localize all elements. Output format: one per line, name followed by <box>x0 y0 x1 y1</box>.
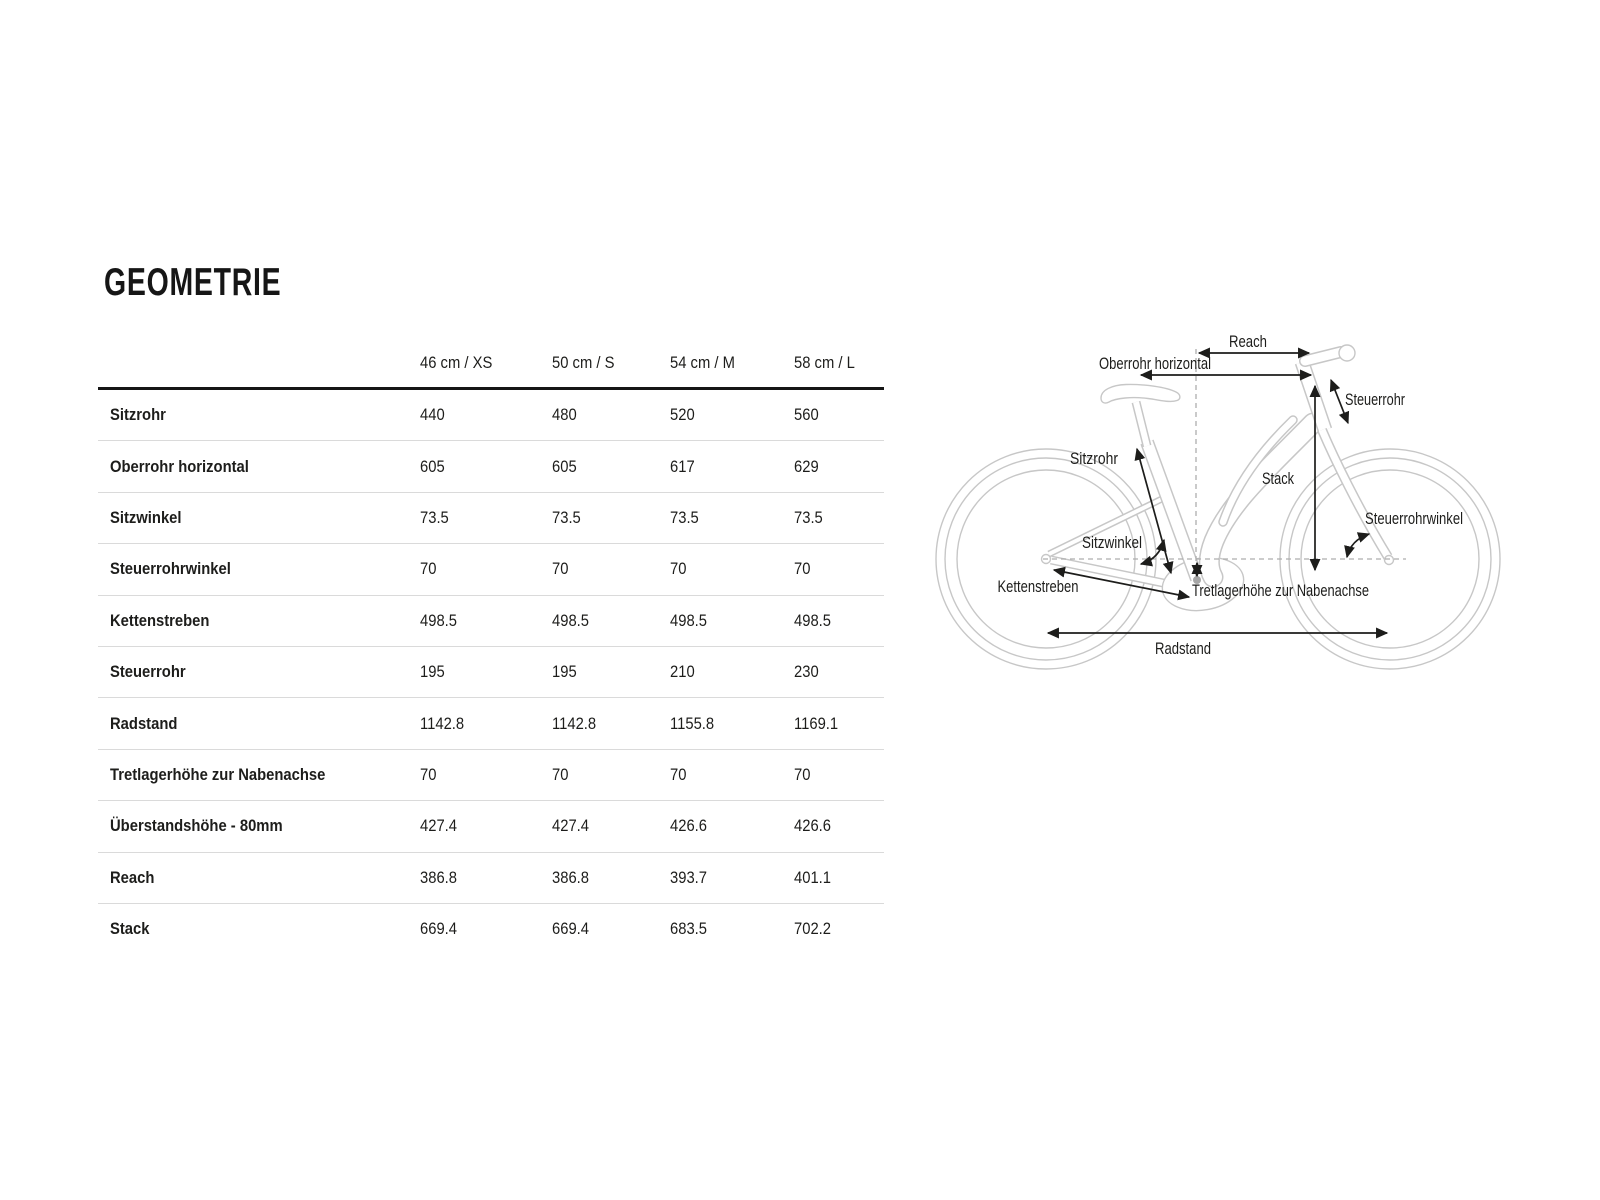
sitzwinkel-arc <box>1141 540 1164 564</box>
row-value: 393.7 <box>670 867 708 887</box>
row-label: Reach <box>110 867 155 887</box>
row-value: 702.2 <box>794 919 832 939</box>
header-size-m: 54 cm / M <box>670 352 735 372</box>
row-value: 669.4 <box>420 919 458 939</box>
row-label: Radstand <box>110 713 178 733</box>
row-value: 427.4 <box>552 816 590 836</box>
row-value: 1169.1 <box>794 713 839 733</box>
row-value: 401.1 <box>794 867 832 887</box>
table-row <box>98 647 884 698</box>
tretlager-label: Tretlagerhöhe zur Nabenachse <box>1192 582 1369 600</box>
page-title: GEOMETRIE <box>104 261 282 304</box>
table-row <box>98 441 884 492</box>
row-value: 1155.8 <box>670 713 715 733</box>
table-row <box>98 596 884 647</box>
row-value: 520 <box>670 405 695 425</box>
bike-drawing <box>936 345 1500 669</box>
row-label: Überstandshöhe - 80mm <box>110 816 283 836</box>
row-label: Tretlagerhöhe zur Nabenachse <box>110 764 326 784</box>
row-value: 73.5 <box>420 507 449 527</box>
row-value: 440 <box>420 405 445 425</box>
row-label: Sitzrohr <box>110 405 166 425</box>
row-value: 230 <box>794 662 819 682</box>
row-value: 70 <box>552 764 569 784</box>
row-value: 73.5 <box>552 507 581 527</box>
steuerrohrwinkel-label: Steuerrohrwinkel <box>1365 510 1463 528</box>
table-header-row <box>98 338 884 390</box>
reach-label: Reach <box>1229 333 1267 351</box>
row-value: 73.5 <box>794 507 823 527</box>
row-value: 386.8 <box>420 867 458 887</box>
row-value: 605 <box>420 456 445 476</box>
table-row <box>98 801 884 852</box>
row-label: Sitzwinkel <box>110 507 182 527</box>
sitzwinkel-label: Sitzwinkel <box>1082 534 1142 552</box>
row-value: 195 <box>420 662 445 682</box>
radstand-label: Radstand <box>1155 640 1211 658</box>
row-label: Oberrohr horizontal <box>110 456 249 476</box>
row-value: 498.5 <box>420 610 458 630</box>
steuerrohr-label: Steuerrohr <box>1345 391 1406 409</box>
row-value: 70 <box>794 559 811 579</box>
row-value: 426.6 <box>794 816 832 836</box>
kettenstreben-label: Kettenstreben <box>997 578 1079 596</box>
row-value: 386.8 <box>552 867 590 887</box>
row-value: 70 <box>420 764 437 784</box>
header-size-xs: 46 cm / XS <box>420 352 493 372</box>
row-value: 426.6 <box>670 816 708 836</box>
row-label: Steuerrohr <box>110 662 186 682</box>
row-value: 683.5 <box>670 919 708 939</box>
row-value: 605 <box>552 456 577 476</box>
row-value: 560 <box>794 405 819 425</box>
row-value: 617 <box>670 456 695 476</box>
row-value: 498.5 <box>670 610 708 630</box>
header-size-l: 58 cm / L <box>794 352 855 372</box>
geometry-table <box>98 338 884 954</box>
table-row <box>98 750 884 801</box>
table-row <box>98 544 884 595</box>
row-value: 210 <box>670 662 695 682</box>
table-row <box>98 390 884 441</box>
table-body <box>98 390 884 954</box>
row-value: 73.5 <box>670 507 699 527</box>
row-value: 70 <box>552 559 569 579</box>
oberrohr-label: Oberrohr horizontal <box>1099 355 1211 373</box>
row-label: Kettenstreben <box>110 610 210 630</box>
row-value: 629 <box>794 456 819 476</box>
header-size-s: 50 cm / S <box>552 352 615 372</box>
row-value: 70 <box>670 559 687 579</box>
row-value: 70 <box>420 559 437 579</box>
row-value: 70 <box>670 764 687 784</box>
handlebar-icon <box>1305 345 1355 361</box>
row-value: 427.4 <box>420 816 458 836</box>
row-value: 480 <box>552 405 577 425</box>
row-value: 1142.8 <box>420 713 465 733</box>
row-value: 498.5 <box>794 610 832 630</box>
row-value: 70 <box>794 764 811 784</box>
row-value: 195 <box>552 662 577 682</box>
front-axle-icon <box>1385 556 1394 565</box>
row-value: 1142.8 <box>552 713 597 733</box>
saddle-icon <box>1101 384 1180 403</box>
sitzrohr-label: Sitzrohr <box>1070 450 1119 468</box>
table-row <box>98 493 884 544</box>
bike-geometry-diagram <box>920 325 1520 675</box>
table-row <box>98 698 884 749</box>
stack-label: Stack <box>1262 470 1295 488</box>
row-label: Stack <box>110 919 150 939</box>
row-value: 498.5 <box>552 610 590 630</box>
steuerrohrwinkel-arc <box>1347 534 1369 557</box>
seatpost-icon <box>1136 402 1147 446</box>
row-label: Steuerrohrwinkel <box>110 559 231 579</box>
table-row <box>98 853 884 904</box>
table-row <box>98 904 884 954</box>
row-value: 669.4 <box>552 919 590 939</box>
